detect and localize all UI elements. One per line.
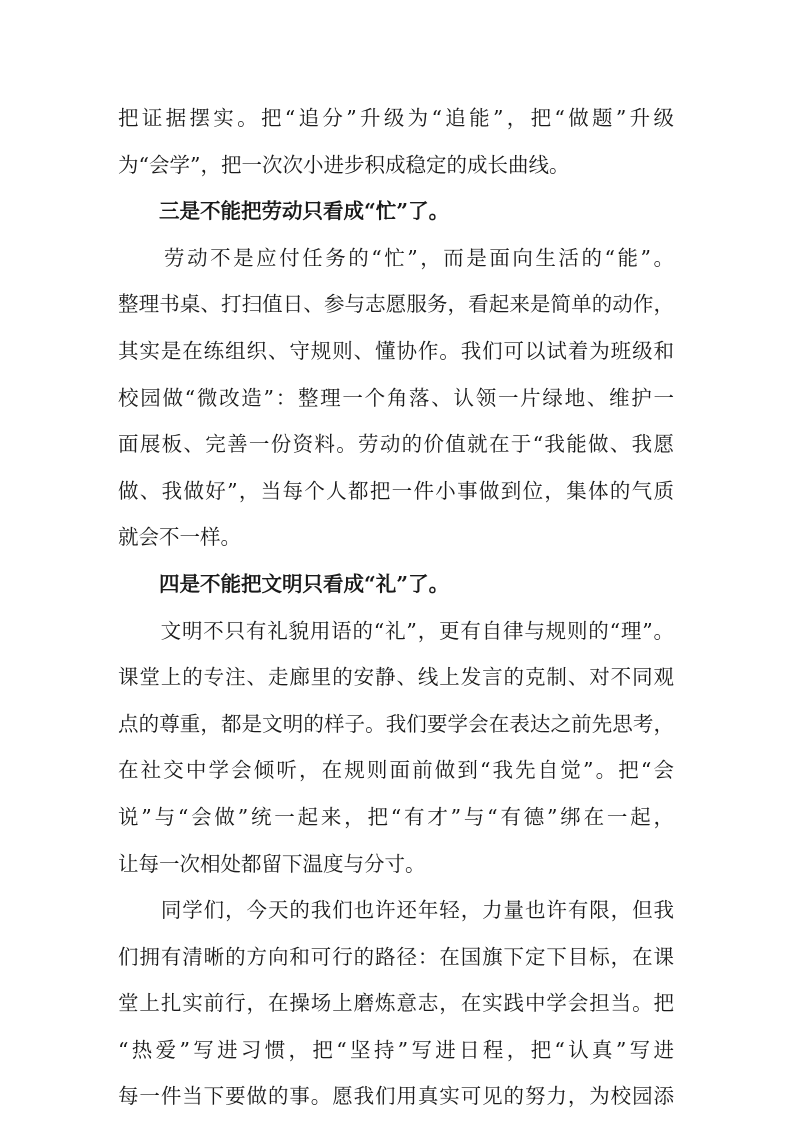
paragraph-line: 就会不一样。	[118, 525, 241, 550]
paragraph-line: 点的尊重，都是文明的样子。我们要学会在表达之前先思考，	[118, 711, 674, 736]
paragraph-line: 劳动不是应付任务的“忙”，而是面向生活的“能”。	[118, 245, 674, 270]
paragraph-line: 做、我做好”，当每个人都把一件小事做到位，集体的气质	[118, 478, 674, 503]
paragraph-line: 为“会学”，把一次次小进步积成稳定的成长曲线。	[118, 152, 570, 177]
paragraph-line: 把证据摆实。把“追分”升级为“追能”，把“做题”升级	[118, 106, 674, 130]
paragraph-line: 说”与“会做”统一起来，把“有才”与“有德”绑在一起，	[118, 804, 674, 829]
paragraph-line: “热爱”写进习惯，把“坚持”写进日程，把“认真”写进	[118, 1037, 674, 1062]
paragraph-line: 其实是在练组织、守规则、懂协作。我们可以试着为班级和	[118, 338, 674, 363]
section-heading-line: 四是不能把文明只看成“礼”了。	[118, 571, 450, 596]
paragraph-line: 课堂上的专注、走廊里的安静、线上发言的克制、对不同观	[118, 665, 674, 690]
paragraph-line: 让每一次相处都留下温度与分寸。	[118, 851, 426, 876]
paragraph-line: 每一件当下要做的事。愿我们用真实可见的努力，为校园添	[118, 1084, 674, 1109]
paragraph-line: 堂上扎实前行，在操场上磨炼意志，在实践中学会担当。把	[118, 991, 674, 1016]
paragraph-line: 同学们，今天的我们也许还年轻，力量也许有限，但我	[118, 898, 674, 923]
paragraph-line: 整理书桌、打扫值日、参与志愿服务，看起来是简单的动作，	[118, 292, 674, 317]
section-heading-line: 三是不能把劳动只看成“忙”了。	[118, 199, 450, 224]
paragraph-line: 们拥有清晰的方向和可行的路径：在国旗下定下目标，在课	[118, 944, 674, 969]
paragraph-line: 校园做“微改造”：整理一个角落、认领一片绿地、维护一	[118, 385, 674, 410]
paragraph-line: 面展板、完善一份资料。劳动的价值就在于“我能做、我愿	[118, 432, 674, 457]
paragraph-line: 文明不只有礼貌用语的“礼”，更有自律与规则的“理”。	[118, 618, 674, 643]
document-body	[118, 95, 674, 1120]
paragraph-line: 在社交中学会倾听，在规则面前做到“我先自觉”。把“会	[118, 758, 674, 783]
